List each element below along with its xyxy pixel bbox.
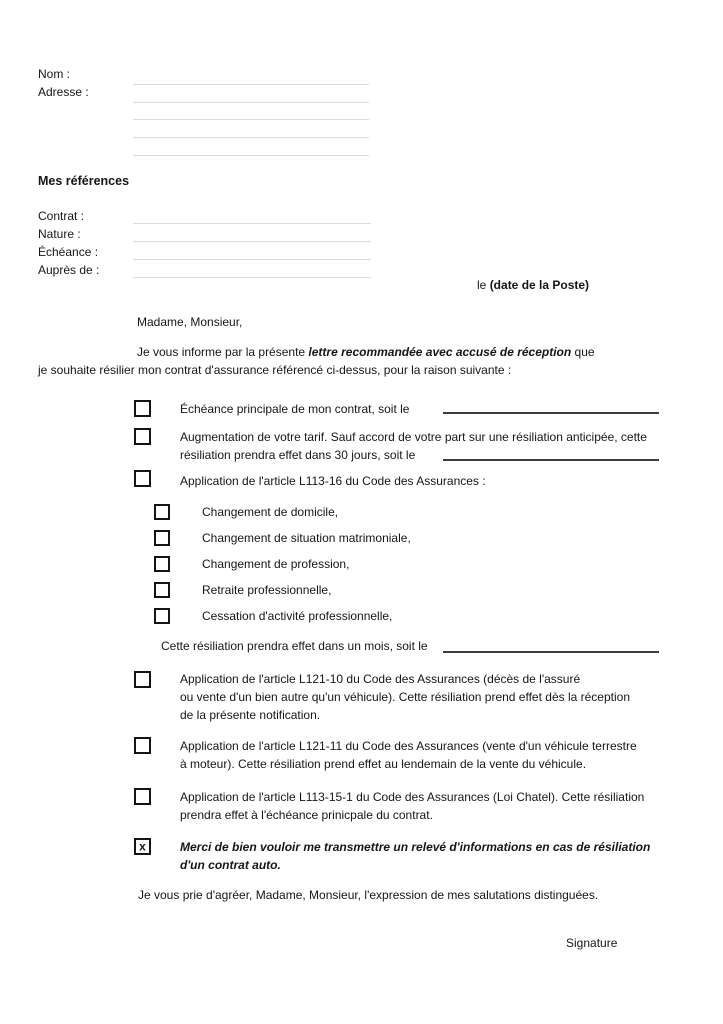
checkbox-retraite-professionnelle[interactable] (154, 582, 170, 598)
checkbox-changement-domicile[interactable] (154, 504, 170, 520)
nature-input-line[interactable] (133, 241, 371, 242)
nature-label: Nature : (38, 227, 81, 241)
checkbox-augmentation-tarif[interactable] (134, 428, 151, 445)
intro-line-1: Je vous informe par la présente lettre recommandée avec accusé de réception que (137, 345, 595, 359)
reason-releve-line-1: Merci de bien vouloir me transmettre un relevé d'informations en cas de résiliation (180, 840, 651, 854)
checkbox-article-l121-11[interactable] (134, 737, 151, 754)
closing-formula: Je vous prie d'agréer, Madame, Monsieur, l'expression de mes salutations distinguées. (138, 888, 599, 902)
checkbox-changement-profession[interactable] (154, 556, 170, 572)
intro-line-2: je souhaite résilier mon contrat d'assurance référencé ci-dessus, pour la raison suivante : (38, 363, 512, 377)
checkbox-article-l113-15-1[interactable] (134, 788, 151, 805)
reason-augmentation-line-2: résiliation prendra effet dans 30 jours, soit le (180, 448, 416, 462)
reason-l121-10-line-2: ou vente d'un bien autre qu'un véhicule). Cette résiliation prend effet dès la réception (180, 690, 630, 704)
echeance-date-input-line[interactable] (443, 412, 659, 414)
name-input-line[interactable] (133, 84, 369, 85)
reason-l113-15-1-line-1: Application de l'article L113-15-1 du Code des Assurances (Loi Chatel). Cette résiliation (180, 790, 645, 804)
address-input-line-2[interactable] (133, 119, 369, 120)
reason-augmentation-line-1: Augmentation de votre tarif. Sauf accord de votre part sur une résiliation anticipée, cette (180, 430, 647, 444)
reason-l121-10-line-1: Application de l'article L121-10 du Code des Assurances (décès de l'assuré (180, 672, 581, 686)
insurer-input-line[interactable] (133, 277, 371, 278)
reason-l121-10-line-3: de la présente notification. (180, 708, 321, 722)
date-prefix: le (477, 278, 490, 292)
contract-label: Contrat : (38, 209, 85, 223)
salutation: Madame, Monsieur, (137, 315, 243, 329)
reason-releve-line-2: d'un contrat auto. (180, 858, 281, 872)
reason-l113-15-1-line-2: prendra effet à l'échéance prinicpale du contrat. (180, 808, 433, 822)
sub-reason-domicile: Changement de domicile, (202, 505, 339, 519)
reason-echeance-text: Échéance principale de mon contrat, soit le (180, 402, 410, 416)
reason-l113-16-text: Application de l'article L113-16 du Code des Assurances : (180, 474, 486, 488)
due-date-label: Échéance : (38, 245, 99, 259)
reason-l121-11-line-1: Application de l'article L121-11 du Code des Assurances (vente d'un véhicule terrestre (180, 739, 637, 753)
contract-input-line[interactable] (133, 223, 371, 224)
checkbox-situation-matrimoniale[interactable] (154, 530, 170, 546)
delay-date-input-line[interactable] (443, 651, 659, 653)
checkbox-article-l121-10[interactable] (134, 671, 151, 688)
checkbox-cessation-activite[interactable] (154, 608, 170, 624)
checkbox-echeance-principale[interactable] (134, 400, 151, 417)
signature-label: Signature (566, 936, 618, 950)
due-date-input-line[interactable] (133, 259, 371, 260)
reason-l121-11-line-2: à moteur). Cette résiliation prend effet au lendemain de la vente du véhicule. (180, 757, 587, 771)
sub-reason-cessation: Cessation d'activité professionnelle, (202, 609, 393, 623)
sub-reason-matrimoniale: Changement de situation matrimoniale, (202, 531, 411, 545)
delay-note-text: Cette résiliation prendra effet dans un mois, soit le (161, 639, 428, 653)
date-placeholder: (date de la Poste) (489, 278, 590, 292)
sub-reason-profession: Changement de profession, (202, 557, 350, 571)
sub-reason-retraite: Retraite professionnelle, (202, 583, 332, 597)
check-x-mark: x (139, 839, 146, 853)
address-input-line-4[interactable] (133, 155, 369, 156)
date-line (477, 278, 589, 293)
insurer-label: Auprès de : (38, 263, 100, 277)
references-title: Mes références (38, 174, 130, 188)
address-input-line-3[interactable] (133, 137, 369, 138)
augmentation-date-input-line[interactable] (443, 459, 659, 461)
registered-letter-emphasis: lettre recommandée avec accusé de réception (308, 345, 572, 359)
address-input-line-1[interactable] (133, 102, 369, 103)
address-label: Adresse : (38, 85, 89, 99)
checkbox-releve-informations[interactable] (134, 838, 151, 855)
name-label: Nom : (38, 67, 71, 81)
checkbox-article-l113-16[interactable] (134, 470, 151, 487)
